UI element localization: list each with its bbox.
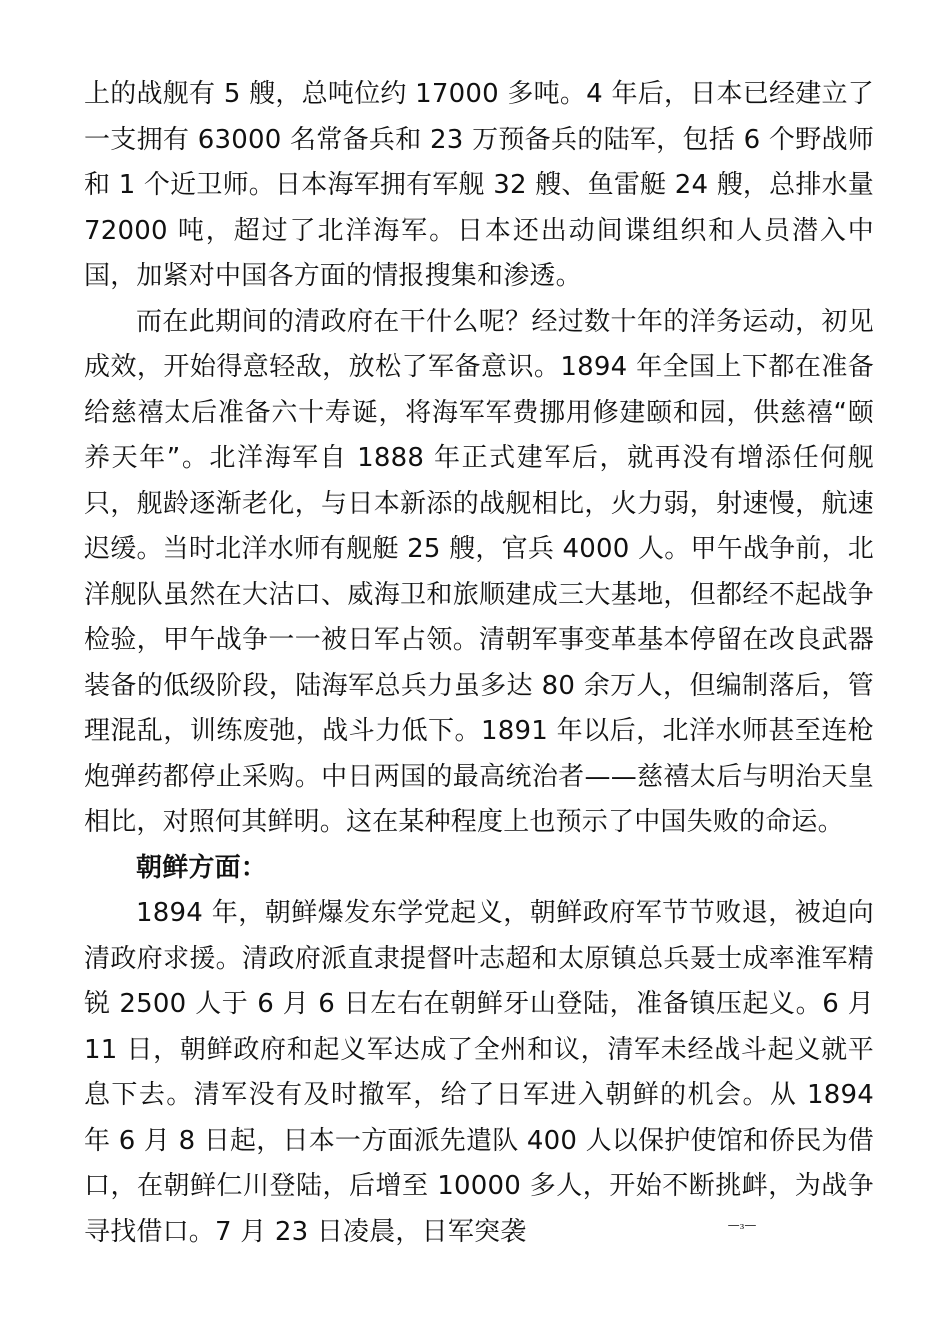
paragraph-2: 而在此期间的清政府在干什么呢？经过数十年的洋务运动，初见成效，开始得意轻敌，放松了军备意识。1894 年全国上下都在准备给慈禧太后准备六十寿诞，将海军军费挪用修建颐和园，供慈禧“颐养天年”。北洋海军自 1888 年正式建军后，就再没有增添任何舰只，舰龄逐渐老化，与日本新添的战舰相比，火力弱，射速慢，航速迟缓。当时北洋水师有舰艇 25 艘，官兵 4000 人。甲午战争前，北洋舰队虽然在大沽口、威海卫和旅顺建成三大基地，但都经不起战争检验，甲午战争一一被日军占领。清朝军事变革基本停留在改良武器装备的低级阶段，陆海军总兵力虽多达 80 余万人，但编制落后，管理混乱，训练废弛，战斗力低下。1891 年以后，北洋水师甚至连枪炮弹药都停止采购。中日两国的最高统治者——慈禧太后与明治天皇相比，对照何其鲜明。这在某种程度上也预示了中国失败的命运。 [84,306,874,837]
page-number: —₃— [727,1218,757,1232]
document-page [84,72,874,1255]
paragraph-3: 1894 年，朝鲜爆发东学党起义，朝鲜政府军节节败退，被迫向清政府求援。清政府派直隶提督叶志超和太原镇总兵聂士成率淮军精锐 2500 人于 6 月 6 日左右在朝鲜牙山登陆，准备镇压起义。6 月 11 日，朝鲜政府和起义军达成了全州和议，清军未经战斗起义就平息下去。清军没有及时撤军，给了日军进入朝鲜的机会。从 1894 年 6 月 8 日起，日本一方面派先遣队 400 人以保护使馆和侨民为借口，在朝鲜仁川登陆，后增至 10000 多人，开始不断挑衅，为战争寻找借口。7 月 23 日凌晨，日军突袭 [84,898,874,1247]
paragraph-1: 上的战舰有 5 艘，总吨位约 17000 多吨。4 年后，日本已经建立了一支拥有 63000 名常备兵和 23 万预备兵的陆军，包括 6 个野战师和 1 个近卫师。日本海军拥有军舰 32 艘、鱼雷艇 24 艘，总排水量 72000 吨，超过了北洋海军。日本还出动间谍组织和人员潜入中国，加紧对中国各方面的情报搜集和渗透。 [84,79,874,291]
section-heading: 朝鲜方面： [136,852,268,883]
